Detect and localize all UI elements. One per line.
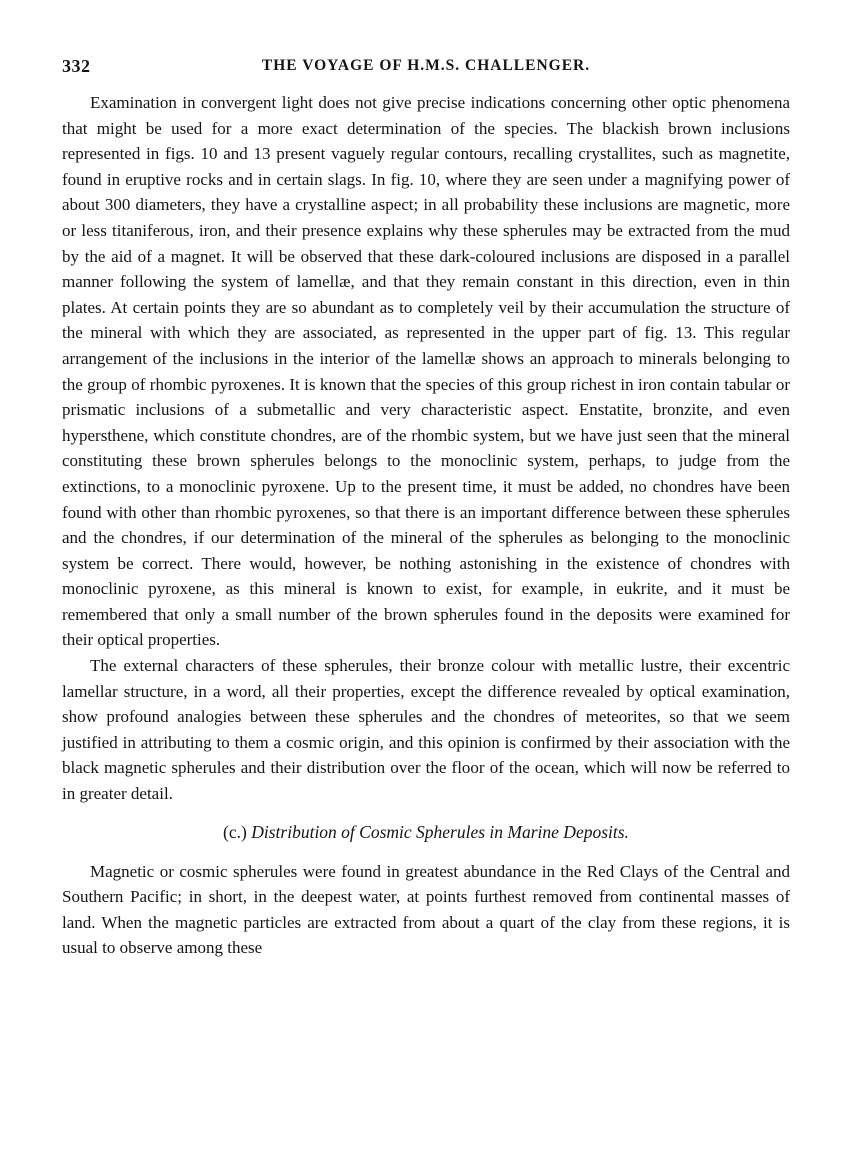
- document-page: [62, 56, 790, 961]
- section-label: (c.): [223, 821, 247, 842]
- page-number: 332: [62, 56, 91, 76]
- running-head: [62, 56, 790, 90]
- paragraph-optic-examination: Examination in convergent light does not give precise indications concerning other optic phenomena that might be used for a more exact determination of the species. The blackish brown inclusions represented in figs. 10 and 13 present vaguely regular contours, recalling crystallites, such as magnetite, found in eruptive rocks and in certain slags. In fig. 10, where they are seen under a magnifying power of about 300 diameters, they have a crystalline aspect; in all probability these inclusions are magnetic, more or less titaniferous, iron, and their presence explains why these spherules may be extracted from the mud by the aid of a magnet. It will be observed that these dark-coloured inclusions are disposed in a parallel manner following the system of lamellæ, and that they remain constant in this direction, even in thin plates. At certain points they are so abundant as to completely veil by their accumulation the structure of the mineral with which they are associated, as represented in the upper part of fig. 13. This regular arrangement of the inclusions in the interior of the lamellæ shows an approach to minerals belonging to the group of rhombic pyroxenes. It is known that the species of this group richest in iron contain tabular or prismatic inclusions of a submetallic and very characteristic aspect. Enstatite, bronzite, and even hypersthene, which constitute chondres, are of the rhombic system, but we have just seen that the mineral constituting these brown spherules belongs to the monoclinic system, perhaps, to judge from the extinctions, to a monoclinic pyroxene. Up to the present time, it must be added, no chondres have been found with other than rhombic pyroxenes, so that there is an important difference between these spherules and the chondres, if our determination of the mineral of the spherules as belonging to the monoclinic system be correct. There would, however, be nothing astonishing in the existence of chondres with monoclinic pyroxene, as this mineral is known to exist, for example, in eukrite, and it must be remembered that only a small number of the brown spherules found in the deposits were examined for their optical properties.: [62, 93, 790, 650]
- running-title: THE VOYAGE OF H.M.S. CHALLENGER.: [261, 57, 591, 74]
- body-text: [62, 90, 790, 961]
- section-heading: [62, 819, 790, 845]
- paragraph-magnetic-spherules: Magnetic or cosmic spherules were found in greatest abundance in the Red Clays of the Central and Southern Pacific; in short, in the deepest water, at points furthest removed from continental masses of land. When the magnetic particles are extracted from about a quart of the clay from these regions, it is usual to observe among these: [62, 861, 790, 958]
- section-title: Distribution of Cosmic Spherules in Marine Deposits.: [251, 821, 629, 842]
- paragraph-external-characters: The external characters of these spherules, their bronze colour with metallic lustre, their excentric lamellar structure, in a word, all their properties, except the difference revealed by optical examination, show profound analogies between these spherules and the chondres of meteorites, so that we seem justified in attributing to them a cosmic origin, and this opinion is confirmed by their association with the black magnetic spherules and their distribution over the floor of the ocean, which will now be referred to in greater detail.: [62, 656, 790, 804]
